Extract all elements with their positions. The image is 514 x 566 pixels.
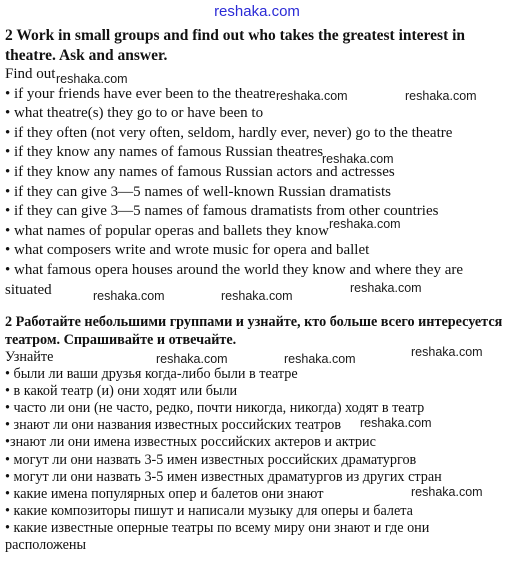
watermark-top: reshaka.com xyxy=(214,3,300,20)
russian-line: •знают ли они имена известных российских актеров и актрис xyxy=(5,434,376,451)
watermark: reshaka.com xyxy=(56,72,128,86)
watermark: reshaka.com xyxy=(93,289,165,303)
english-line: • what famous opera houses around the world they know and where they are xyxy=(5,261,464,278)
russian-line: • были ли ваши друзья когда-либо были в театре xyxy=(5,366,298,383)
russian-line: • в какой театр (и) они ходят или были xyxy=(5,383,238,400)
watermark: reshaka.com xyxy=(360,416,432,430)
watermark: reshaka.com xyxy=(322,152,394,166)
english-line: • what names of popular operas and ballets they know xyxy=(5,222,329,239)
watermark: reshaka.com xyxy=(350,281,422,295)
english-heading: 2 Work in small groups and find out who takes the greatest interest in theatre. Ask and answer. xyxy=(5,27,466,64)
watermark: reshaka.com xyxy=(221,289,293,303)
english-line: • if they know any names of famous Russian actors and actresses xyxy=(5,163,395,180)
english-line: situated xyxy=(5,281,52,298)
english-exercise xyxy=(5,26,511,300)
english-line: • if they know any names of famous Russian theatres xyxy=(5,144,324,161)
russian-line: • могут ли они назвать 3-5 имен известных драматургов из других стран xyxy=(5,468,442,485)
english-line: • if they can give 3—5 names of famous dramatists from other countries xyxy=(5,203,439,220)
english-line: Find out xyxy=(5,66,56,82)
english-line: • if your friends have ever been to the theatre xyxy=(5,85,276,102)
russian-line: • какие композиторы пишут и написали музыку для оперы и балета xyxy=(5,502,413,519)
russian-line: • знают ли они названия известных российских театров xyxy=(5,417,342,434)
english-line: • if they often (not very often, seldom, hardly ever, never) go to the theatre xyxy=(5,124,453,141)
russian-line: • какие известные оперные театры по всему миру они знают и где они xyxy=(5,519,430,536)
russian-line: • часто ли они (не часто, редко, почти никогда, никогда) ходят в театр xyxy=(5,400,425,417)
watermark: reshaka.com xyxy=(156,352,228,366)
watermark: reshaka.com xyxy=(411,485,483,499)
watermark: reshaka.com xyxy=(405,89,477,103)
english-line: • what theatre(s) they go to or have been to xyxy=(5,105,264,122)
russian-line: расположены xyxy=(5,537,87,554)
watermark: reshaka.com xyxy=(329,217,401,231)
watermark: reshaka.com xyxy=(411,345,483,359)
russian-heading: 2 Работайте небольшими группами и узнайте, кто больше всего интересуется театром. Спрашивайте и отвечайте. xyxy=(5,314,503,348)
watermark: reshaka.com xyxy=(284,352,356,366)
russian-line: • какие имена популярных опер и балетов они знают xyxy=(5,485,324,502)
english-line: • if they can give 3—5 names of well-known Russian dramatists xyxy=(5,183,392,200)
english-line: • what composers write and wrote music for opera and ballet xyxy=(5,242,370,259)
russian-line: • могут ли они назвать 3-5 имен известных российских драматургов xyxy=(5,451,417,468)
watermark: reshaka.com xyxy=(276,89,348,103)
russian-line: Узнайте xyxy=(5,349,54,365)
